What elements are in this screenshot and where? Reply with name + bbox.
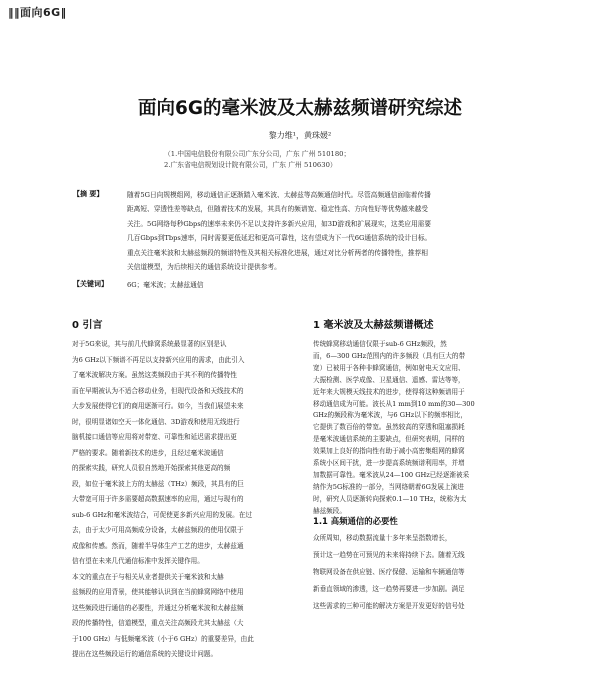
body-text-line: 成像和传感。然而，随着半导体生产工艺的进步，太赫兹通 xyxy=(72,541,244,550)
body-text-line: 去，由于太少可用高频成分设备，太赫兹频段的使用仅限于 xyxy=(72,526,244,534)
body-text-line: 段的传播特性，信道模型，重点关注高频段尤其太赫兹（大 xyxy=(72,619,244,627)
body-text-line: 这些频段进行通信的必要性，并通过分析毫米波和太赫兹频 xyxy=(72,603,244,612)
body-text-line: 而，6—300 GHz范围内的许多频段（具有巨大的带 xyxy=(313,351,466,360)
body-text-line: 了毫米波解决方案。虽然这类频段由于其不利的传播特性 xyxy=(72,371,237,379)
body-text-line: 本文的重点在于与相关从业者提供关于毫米波和太赫 xyxy=(72,572,224,581)
body-text-line: 这些需求的三种可能的解决方案是开发更好的信号处 xyxy=(313,602,465,610)
abstract-line: 随着5G日向规模组网，移动通信正逐渐踏入毫米波、太赫兹等高频通信时代。尽管高频通信面临着传播 xyxy=(127,191,431,199)
body-text-line: 它提供了数百倍的带宽。虽然较高的穿透和阻塞损耗 xyxy=(313,423,465,432)
body-text-line: 提出在这些频段运行的通信系统的关键设计问题。 xyxy=(72,650,218,658)
body-text-line: 物联网设备在供应链、医疗保健、运输和车辆通信等 xyxy=(313,568,465,576)
section-1-heading: 1 毫米波及太赫兹频谱概述 xyxy=(313,320,434,331)
column-tag: ‖‖面向6G‖ xyxy=(8,6,67,19)
body-text-line: 的探索实践，研究人员很自然地开始探索其他更高的频 xyxy=(72,464,231,472)
body-text-line: 近年来大规模天线技术的进步，使得将这种频谱用于 xyxy=(313,387,465,396)
body-text-line: 段，如位于毫米波上方的太赫兹（THz）频段，其具有的巨 xyxy=(72,479,244,488)
body-text-line: 信有望在未来几代通信标准中发挥关键作用。 xyxy=(72,557,204,565)
body-text-line: 纳作为5G标准的一部分，当网络朝着6G发展上演进 xyxy=(313,482,464,491)
body-text-line: 大步发展使得它们的商用逐渐可行。如今，当我们展望未来 xyxy=(72,402,244,410)
keywords-text: 6G；毫米波；太赫兹通信 xyxy=(127,281,204,289)
body-text-line: 时，研究人员逐渐转向探索0.1—10 THz，统称为太 xyxy=(313,494,467,503)
affiliation-2: 2.广东省电信规划设计院有限公司，广东 广州 510630） xyxy=(164,161,337,169)
body-text-line: 大带宽可用于许多需要超高数据速率的应用，通过与现有的 xyxy=(72,495,244,503)
abstract-line: 几百Gbps到Tbps速率，同时需要更低延迟和更高可靠性，这有望成为下一代6G通信系统的设计目标。 xyxy=(127,234,432,243)
body-text-line: 严格的要求。随着新技术的进步，且经过毫米波通信 xyxy=(72,448,224,457)
section-0-heading: 0 引言 xyxy=(72,320,103,331)
paper-title: 面向6G的毫米波及太赫兹频谱研究综述 xyxy=(137,98,463,119)
body-text-line: GHz的频段称为毫米波，与6 GHz以下的频率相比， xyxy=(313,411,467,420)
abstract-label: 【摘 要】 xyxy=(73,189,104,198)
body-text-line: 众所周知，移动数据流量十多年来呈指数增长， xyxy=(313,534,452,542)
abstract-line: 距离短、穿透性差等缺点，但随着技术的发展，其具有的频谱宽、稳定性高、方向性好等优势越来越受 xyxy=(127,205,428,214)
paper-authors: 黎力维¹，黄珠媛² xyxy=(268,131,332,140)
body-text-line: 效果加上良好的指向性有助于减小高密集组网的蜂窝 xyxy=(313,447,465,456)
abstract-line: 关注。5G网络每秒Gbps的速率未来仍不足以支持许多新兴应用，如3D游戏和扩展现实，这类应用需要 xyxy=(127,219,432,228)
subsection-1-1-heading: 1.1 高频通信的必要性 xyxy=(313,516,398,526)
body-text-line: 移动通信成为可能。波长从1 mm到10 mm的30—300 xyxy=(313,399,475,408)
body-text-line: 传统蜂窝移动通信仅限于sub-6 GHz频段，然 xyxy=(313,340,447,348)
body-text-line: 新垂直领域的渗透，这一趋势再要进一步加剧。满足 xyxy=(313,585,465,593)
body-text-line: 系统小区间干扰，进一步提高系统频谱利用率，并增 xyxy=(313,459,465,467)
body-text-line: 加数据可靠性。毫米波从24—100 GHz已经逐渐被采 xyxy=(313,470,470,479)
body-text-line: 对于5G来说，其与前几代蜂窝系统最显著的区别是认 xyxy=(72,340,227,348)
body-text-line: 于100 GHz）与低频毫米波（小于6 GHz）的重要差异，由此 xyxy=(72,634,254,643)
body-text-line: sub-6 GHz和毫米波结合，可促使更多新兴应用的发展。在过 xyxy=(72,510,252,519)
body-text-line: 是毫米波通信系统的主要缺点，但研究表明，同样的 xyxy=(313,435,465,444)
body-text-line: 兹频段的应用背景，使其能够认识到在当前蜂窝网络中使用 xyxy=(72,588,244,596)
body-text-line: 脑机接口通信等应用将对带宽、可靠性和延迟需求提出更 xyxy=(72,433,237,441)
body-text-line: 大振检测、医学成像、卫星通信、遥感、雷达等等， xyxy=(313,375,465,384)
abstract-line: 重点关注毫米波和太赫兹频段的频谱特性及其相关标准化进展，通过对比分析两者的传播特性，推荐相 xyxy=(127,248,428,257)
body-text-line: 赫兹频段。 xyxy=(313,506,346,515)
body-text-line: 宽）已被用于各种非蜂窝通信，例如射电天文应用、 xyxy=(313,363,465,372)
body-text-line: 为6 GHz以下频谱不再足以支持新兴应用的需求，由此引入 xyxy=(72,355,245,364)
body-text-line: 时，很明显诸如空天一体化通信、3D游戏和使用无线进行 xyxy=(72,417,240,426)
abstract-line: 关信道模型，为后续相关的通信系统设计提供参考。 xyxy=(127,263,281,271)
keywords-label: 【关键词】 xyxy=(73,279,108,288)
body-text-line: 预计这一趋势在可预见的未来将持续下去。随着无线 xyxy=(313,551,465,559)
body-text-line: 而在早期被认为不适合移动业务，但现代设备和天线技术的 xyxy=(72,386,244,395)
affiliation-1: （1.中国电信股份有限公司广东分公司，广东 广州 510180； xyxy=(164,150,351,158)
